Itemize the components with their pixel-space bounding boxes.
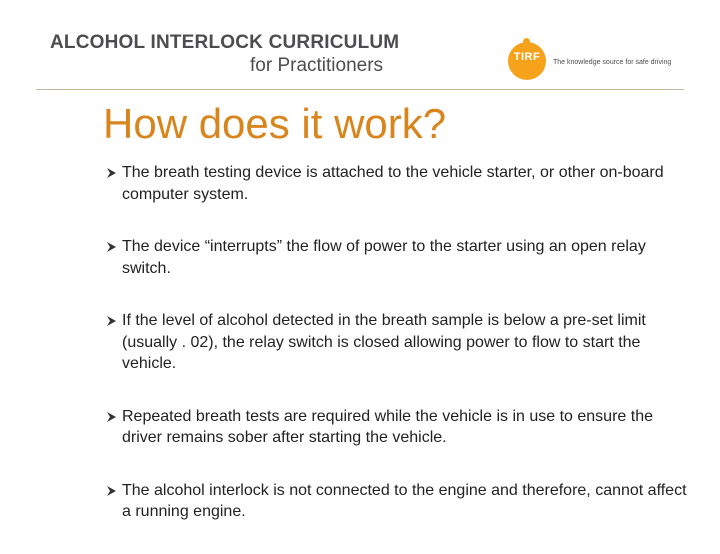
tirf-logo [508,38,678,84]
bullet-text: Repeated breath tests are required while the vehicle is in use to ensure the driver remains sober after starting the vehicle. [122,407,653,446]
bullet-item [106,310,696,375]
arrow-bullet-icon [106,486,116,496]
arrow-bullet-icon [106,242,116,252]
bullet-text: The breath testing device is attached to the vehicle starter, or other on-board computer system. [122,164,664,203]
bullet-text: The device “interrupts” the flow of power to the starter using an open relay switch. [122,238,646,277]
bullet-item [106,162,696,205]
arrow-bullet-icon [106,412,116,422]
header-title: ALCOHOL INTERLOCK CURRICULUM [50,32,400,53]
bullet-item [106,480,696,523]
slide-title: How does it work? [103,100,447,147]
bullet-item [106,406,696,449]
logo-mark: TIRF [513,51,541,63]
arrow-bullet-icon [106,168,116,178]
bullet-item [106,236,696,279]
header-subtitle: for Practitioners [250,55,384,76]
bullet-list [106,162,696,554]
bullet-text: The alcohol interlock is not connected to the engine and therefore, cannot affect a running engine. [122,481,687,520]
logo-tagline: The knowledge source for safe driving [553,59,672,66]
bullet-text: If the level of alcohol detected in the breath sample is below a pre-set limit (usually . 02), the relay switch is closed allowing power to flow to start the vehicle. [122,312,646,372]
header-divider [36,89,684,90]
arrow-bullet-icon [106,316,116,326]
